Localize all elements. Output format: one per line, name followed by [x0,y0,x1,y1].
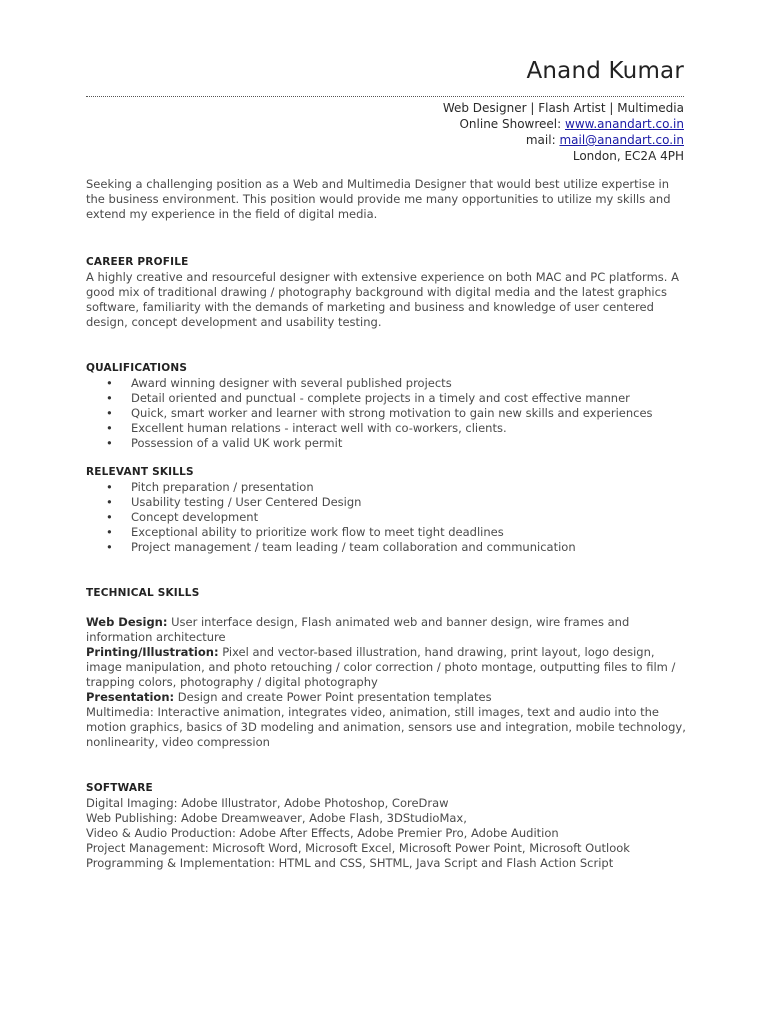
career-profile-section [86,255,686,330]
mail-label: mail: [525,133,556,147]
software-section [86,781,686,871]
list-item: • Exceptional ability to prioritize work flow to meet tight deadlines [86,525,686,540]
roles-line: Web Designer | Flash Artist | Multimedia [442,101,684,115]
software-line: Video & Audio Production: Adobe After Effects, Adobe Premier Pro, Adobe Audition [86,826,559,840]
list-item: • Award winning designer with several published projects [86,376,686,391]
printing-paragraph [86,645,686,690]
relevant-skills-section [86,465,686,555]
printing-label: Printing/Illustration: [86,645,219,659]
technical-skills-section [86,586,686,750]
career-profile-text: A highly creative and resourceful designer with extensive experience on both MAC and PC platforms. A good mix of traditional drawing / photography background with digital media and the latest graphics software, familiarity with the demands of marketing and business and knowledge of user centered design, concept development and usability testing. [86,270,679,329]
showreel-label: Online Showreel: [459,117,562,131]
software-line: Digital Imaging: Adobe Illustrator, Adobe Photoshop, CoreDraw [86,796,449,810]
list-item: • Detail oriented and punctual - complete projects in a timely and cost effective manner [86,391,686,406]
list-item: • Excellent human relations - interact well with co-workers, clients. [86,421,686,436]
software-line: Project Management: Microsoft Word, Microsoft Excel, Microsoft Power Point, Microsoft Outlook [86,841,630,855]
list-item: • Pitch preparation / presentation [86,480,686,495]
software-title: SOFTWARE [86,782,153,794]
technical-skills-title: TECHNICAL SKILLS [86,587,200,599]
list-item: • Concept development [86,510,686,525]
list-item: • Quick, smart worker and learner with strong motivation to gain new skills and experiences [86,406,686,421]
multimedia-paragraph: Multimedia: Interactive animation, integrates video, animation, still images, text and audio into the motion graphics, basics of 3D modeling and animation, sensors use and integration, mobile technology, nonlinearity, video compression [86,705,686,749]
showreel-link[interactable]: www.anandart.co.in [565,117,684,131]
printing-text: Pixel and vector-based illustration, hand drawing, print layout, logo design, image manipulation, and photo retouching / color correction / photo montage, outputting files to film / trapping colors, photography / digital photography [86,645,676,689]
presentation-label: Presentation: [86,690,175,704]
candidate-name: Anand Kumar [526,58,684,84]
web-design-paragraph [86,615,686,645]
software-line: Programming & Implementation: HTML and CSS, SHTML, Java Script and Flash Action Script [86,856,614,870]
qualifications-list [86,376,686,451]
objective-paragraph: Seeking a challenging position as a Web and Multimedia Designer that would best utilize expertise in the business environment. This position would provide me many opportunities to utilize my skills and extend my experience in the field of digital media. [86,177,671,221]
relevant-skills-title: RELEVANT SKILLS [86,466,194,478]
relevant-skills-list [86,480,686,555]
presentation-text: Design and create Power Point presentation templates [174,690,492,704]
software-line: Web Publishing: Adobe Dreamweaver, Adobe Flash, 3DStudioMax, [86,811,467,825]
list-item: • Project management / team leading / team collaboration and communication [86,540,686,555]
header-divider [86,96,684,97]
mail-link[interactable]: mail@anandart.co.in [559,133,684,147]
career-profile-title: CAREER PROFILE [86,256,189,268]
list-item: • Possession of a valid UK work permit [86,436,686,451]
mail-line [443,132,684,148]
qualifications-section [86,361,686,451]
presentation-paragraph [86,690,686,705]
location-line: London, EC2A 4PH [572,149,684,163]
contact-block [443,100,684,164]
qualifications-title: QUALIFICATIONS [86,362,188,374]
web-design-text: User interface design, Flash animated web and banner design, wire frames and information architecture [86,615,630,644]
showreel-line [443,116,684,132]
web-design-label: Web Design: [86,615,168,629]
list-item: • Usability testing / User Centered Design [86,495,686,510]
